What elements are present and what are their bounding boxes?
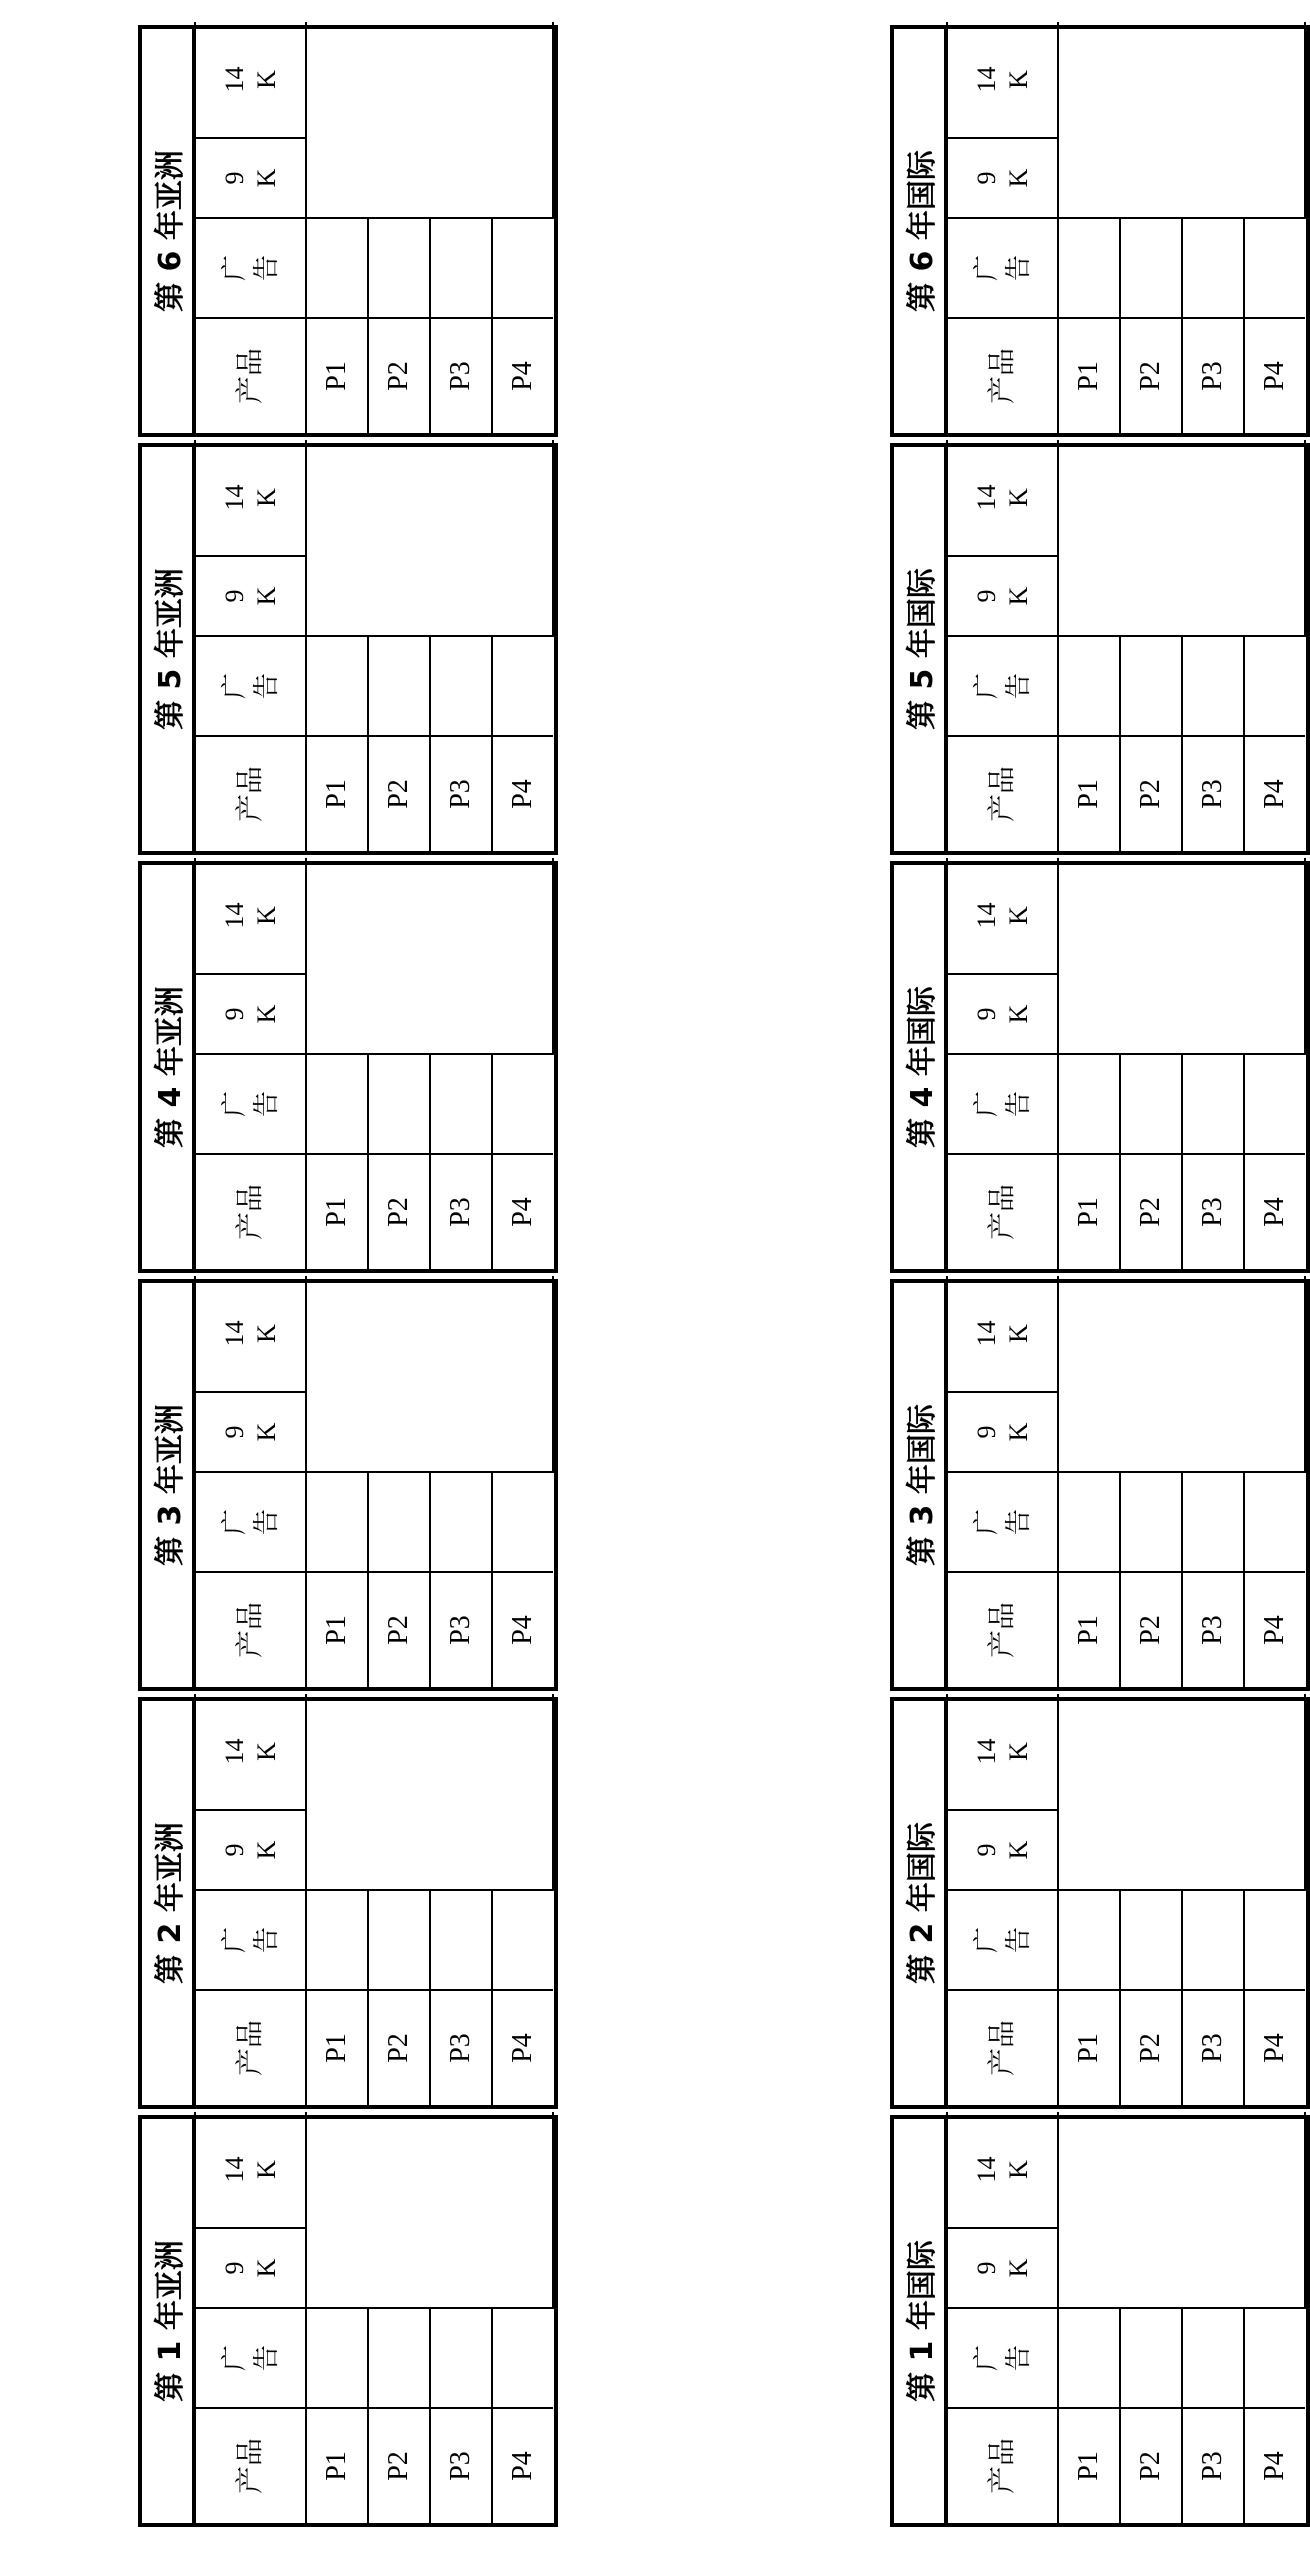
ad-input-cell[interactable] (1244, 2308, 1305, 2408)
order-form (138, 1697, 558, 2109)
ad-input-cell[interactable] (1244, 1890, 1305, 1990)
header-row (947, 1276, 1058, 1687)
order-table (946, 1276, 1306, 1687)
ad-input-cell[interactable] (1120, 1054, 1182, 1154)
table-row (306, 22, 368, 433)
product-cell: P2 (368, 318, 430, 433)
ad-header-char-bottom: 告 (1003, 1091, 1033, 1118)
ad-input-cell[interactable] (1244, 1054, 1305, 1154)
product-cell: P4 (1244, 736, 1305, 851)
ad-header-char-top: 广 (219, 2345, 249, 2372)
form-title: 第 2 年亚洲 (142, 1701, 194, 2105)
qualification-14k-char-bottom: K (251, 2160, 281, 2179)
qualification-cell[interactable] (306, 440, 553, 636)
product-cell: P2 (1120, 2408, 1182, 2523)
qualification-14k-header (195, 440, 306, 556)
ad-header-char-top: 广 (219, 1091, 249, 1118)
ad-header-char-bottom: 告 (1003, 1509, 1033, 1536)
ad-header (195, 1472, 306, 1572)
ad-header (195, 218, 306, 318)
product-cell: P1 (1058, 736, 1120, 851)
qualification-14k-header (947, 1276, 1058, 1392)
ad-header-char-bottom: 告 (1003, 673, 1033, 700)
table-row (306, 2112, 368, 2523)
order-form (890, 1697, 1310, 2109)
ad-header-char-top: 广 (219, 255, 249, 282)
qualification-cell[interactable] (1058, 2112, 1305, 2308)
product-cell: P1 (306, 1154, 368, 1269)
qualification-9k-char-top: 9 (971, 1007, 1001, 1021)
ad-input-cell[interactable] (368, 2308, 430, 2408)
form-title: 第 3 年国际 (894, 1283, 946, 1687)
form-title: 第 1 年亚洲 (142, 2119, 194, 2523)
ad-input-cell[interactable] (430, 1054, 492, 1154)
order-table (194, 22, 554, 433)
order-table (194, 858, 554, 1269)
ad-header (195, 1054, 306, 1154)
header-row (195, 1694, 306, 2105)
order-table (946, 2112, 1306, 2523)
product-header: 产品 (195, 1572, 306, 1687)
qualification-9k-char-bottom: K (1003, 1004, 1033, 1024)
product-cell: P1 (1058, 1154, 1120, 1269)
form-title: 第 5 年国际 (894, 447, 946, 851)
product-cell: P2 (1120, 1990, 1182, 2105)
qualification-9k-header (195, 1810, 306, 1890)
qualification-14k-header (947, 1694, 1058, 1810)
qualification-14k-char-bottom: K (251, 1324, 281, 1343)
ad-input-cell[interactable] (306, 2308, 368, 2408)
ad-header-char-bottom: 告 (1003, 255, 1033, 282)
qualification-14k-char-bottom: K (1003, 2160, 1033, 2179)
table-row (1058, 1276, 1120, 1687)
ad-input-cell[interactable] (492, 636, 553, 736)
order-table (194, 2112, 554, 2523)
ad-input-cell[interactable] (492, 218, 553, 318)
ad-input-cell[interactable] (1182, 1054, 1244, 1154)
ad-header-char-top: 广 (971, 255, 1001, 282)
product-cell: P4 (492, 1572, 553, 1687)
ad-header-char-top: 广 (971, 673, 1001, 700)
qualification-9k-char-bottom: K (251, 168, 281, 188)
product-cell: P3 (1182, 1154, 1244, 1269)
qualification-14k-char-top: 14 (971, 1320, 1001, 1347)
ad-input-cell[interactable] (430, 1890, 492, 1990)
qualification-9k-header (195, 1392, 306, 1472)
ad-input-cell[interactable] (492, 1890, 553, 1990)
qualification-9k-char-top: 9 (219, 2261, 249, 2275)
qualification-14k-char-bottom: K (251, 1742, 281, 1761)
header-row (947, 22, 1058, 433)
product-cell: P3 (430, 2408, 492, 2523)
form-title: 第 1 年国际 (894, 2119, 946, 2523)
ad-header-char-top: 广 (971, 2345, 1001, 2372)
order-form (890, 1279, 1310, 1691)
ad-input-cell[interactable] (1058, 636, 1120, 736)
order-form (138, 25, 558, 437)
qualification-9k-char-bottom: K (1003, 1422, 1033, 1442)
qualification-14k-header (947, 2112, 1058, 2228)
qualification-9k-char-top: 9 (219, 171, 249, 185)
ad-header (947, 2308, 1058, 2408)
ad-input-cell[interactable] (368, 636, 430, 736)
product-header: 产品 (195, 736, 306, 851)
product-cell: P3 (1182, 318, 1244, 433)
product-cell: P4 (492, 736, 553, 851)
ad-header-char-top: 广 (219, 1509, 249, 1536)
product-cell: P1 (1058, 1572, 1120, 1687)
order-form (138, 443, 558, 855)
ad-header-char-bottom: 告 (1003, 2345, 1033, 2372)
ad-input-cell[interactable] (1120, 1472, 1182, 1572)
ad-input-cell[interactable] (430, 2308, 492, 2408)
ad-input-cell[interactable] (1244, 636, 1305, 736)
qualification-14k-header (195, 1694, 306, 1810)
ad-input-cell[interactable] (492, 2308, 553, 2408)
qualification-9k-char-bottom: K (251, 1004, 281, 1024)
ad-header (947, 1054, 1058, 1154)
qualification-9k-header (947, 556, 1058, 636)
product-cell: P2 (368, 1572, 430, 1687)
product-cell: P4 (492, 2408, 553, 2523)
ad-input-cell[interactable] (1120, 636, 1182, 736)
product-cell: P3 (430, 736, 492, 851)
product-cell: P3 (430, 1990, 492, 2105)
product-cell: P3 (1182, 736, 1244, 851)
ad-header-char-top: 广 (219, 1927, 249, 1954)
qualification-9k-header (947, 1392, 1058, 1472)
ad-header-char-top: 广 (971, 1509, 1001, 1536)
product-cell: P2 (1120, 736, 1182, 851)
qualification-9k-char-top: 9 (219, 1425, 249, 1439)
ad-header-char-bottom: 告 (251, 673, 281, 700)
qualification-9k-char-top: 9 (971, 1425, 1001, 1439)
qualification-14k-header (195, 2112, 306, 2228)
qualification-9k-char-bottom: K (251, 586, 281, 606)
header-row (947, 858, 1058, 1269)
qualification-9k-header (195, 974, 306, 1054)
ad-input-cell[interactable] (1182, 1472, 1244, 1572)
product-cell: P3 (1182, 1990, 1244, 2105)
ad-input-cell[interactable] (306, 1890, 368, 1990)
ad-input-cell[interactable] (1244, 1472, 1305, 1572)
product-header: 产品 (195, 1990, 306, 2105)
ad-header (947, 218, 1058, 318)
form-title: 第 5 年亚洲 (142, 447, 194, 851)
qualification-cell[interactable] (1058, 22, 1305, 218)
qualification-14k-char-bottom: K (251, 70, 281, 89)
qualification-9k-char-top: 9 (971, 589, 1001, 603)
product-cell: P2 (368, 1990, 430, 2105)
ad-header (195, 1890, 306, 1990)
product-cell: P2 (368, 736, 430, 851)
ad-input-cell[interactable] (368, 1472, 430, 1572)
ad-header (195, 2308, 306, 2408)
qualification-cell[interactable] (306, 1694, 553, 1890)
product-cell: P2 (1120, 1154, 1182, 1269)
qualification-9k-char-bottom: K (1003, 586, 1033, 606)
ad-header-char-top: 广 (971, 1927, 1001, 1954)
ad-input-cell[interactable] (1120, 2308, 1182, 2408)
ad-header (195, 636, 306, 736)
qualification-14k-char-bottom: K (1003, 906, 1033, 925)
product-header: 产品 (195, 2408, 306, 2523)
qualification-14k-char-top: 14 (219, 66, 249, 93)
order-table (194, 1694, 554, 2105)
header-row (195, 858, 306, 1269)
qualification-cell[interactable] (306, 1276, 553, 1472)
ad-header (947, 1472, 1058, 1572)
qualification-9k-char-bottom: K (1003, 1840, 1033, 1860)
product-cell: P2 (1120, 318, 1182, 433)
ad-header-char-bottom: 告 (251, 2345, 281, 2372)
ad-input-cell[interactable] (1120, 218, 1182, 318)
qualification-14k-char-top: 14 (219, 1738, 249, 1765)
qualification-14k-char-bottom: K (251, 906, 281, 925)
qualification-14k-char-top: 14 (971, 484, 1001, 511)
qualification-14k-char-top: 14 (219, 902, 249, 929)
product-cell: P4 (492, 318, 553, 433)
order-table (946, 858, 1306, 1269)
form-strip-asia (138, 7, 558, 2527)
qualification-cell[interactable] (1058, 858, 1305, 1054)
ad-input-cell[interactable] (306, 1472, 368, 1572)
order-table (194, 1276, 554, 1687)
product-cell: P1 (306, 2408, 368, 2523)
ad-input-cell[interactable] (306, 218, 368, 318)
order-form (890, 443, 1310, 855)
qualification-9k-char-top: 9 (971, 171, 1001, 185)
form-title: 第 4 年亚洲 (142, 865, 194, 1269)
order-form (890, 861, 1310, 1273)
qualification-9k-header (947, 974, 1058, 1054)
qualification-9k-header (195, 556, 306, 636)
qualification-9k-char-top: 9 (219, 1843, 249, 1857)
qualification-14k-header (195, 858, 306, 974)
table-row (306, 1276, 368, 1687)
qualification-14k-char-top: 14 (971, 66, 1001, 93)
qualification-9k-char-top: 9 (219, 1007, 249, 1021)
qualification-14k-header (947, 440, 1058, 556)
order-form (138, 1279, 558, 1691)
ad-input-cell[interactable] (368, 1890, 430, 1990)
ad-input-cell[interactable] (492, 1472, 553, 1572)
qualification-9k-char-bottom: K (251, 1422, 281, 1442)
qualification-14k-char-top: 14 (971, 902, 1001, 929)
product-cell: P4 (492, 1990, 553, 2105)
qualification-9k-header (947, 138, 1058, 218)
qualification-cell[interactable] (1058, 440, 1305, 636)
ad-input-cell[interactable] (430, 218, 492, 318)
table-row (306, 440, 368, 851)
qualification-9k-char-top: 9 (971, 2261, 1001, 2275)
product-cell: P3 (1182, 2408, 1244, 2523)
qualification-14k-char-top: 14 (971, 2156, 1001, 2183)
qualification-14k-char-bottom: K (1003, 70, 1033, 89)
product-cell: P3 (430, 318, 492, 433)
qualification-cell[interactable] (1058, 1276, 1305, 1472)
header-row (195, 440, 306, 851)
product-cell: P1 (306, 1572, 368, 1687)
form-strip-international (890, 7, 1310, 2527)
table-row (1058, 440, 1120, 851)
product-cell: P4 (1244, 1572, 1305, 1687)
product-cell: P4 (1244, 1990, 1305, 2105)
header-row (195, 22, 306, 433)
ad-input-cell[interactable] (306, 1054, 368, 1154)
product-header: 产品 (195, 318, 306, 433)
ad-header-char-bottom: 告 (251, 1927, 281, 1954)
ad-input-cell[interactable] (1182, 218, 1244, 318)
product-header: 产品 (947, 1154, 1058, 1269)
ad-input-cell[interactable] (1182, 2308, 1244, 2408)
ad-header-char-bottom: 告 (1003, 1927, 1033, 1954)
product-cell: P1 (306, 1990, 368, 2105)
qualification-14k-char-bottom: K (1003, 1324, 1033, 1343)
product-cell: P1 (306, 736, 368, 851)
ad-input-cell[interactable] (1058, 1890, 1120, 1990)
ad-input-cell[interactable] (1120, 1890, 1182, 1990)
ad-input-cell[interactable] (430, 636, 492, 736)
product-cell: P4 (1244, 318, 1305, 433)
qualification-9k-header (947, 1810, 1058, 1890)
product-cell: P3 (430, 1154, 492, 1269)
qualification-9k-header (195, 2228, 306, 2308)
ad-input-cell[interactable] (1058, 1472, 1120, 1572)
qualification-14k-char-bottom: K (1003, 1742, 1033, 1761)
qualification-9k-char-bottom: K (251, 2258, 281, 2278)
qualification-9k-char-top: 9 (971, 1843, 1001, 1857)
table-row (1058, 858, 1120, 1269)
product-cell: P3 (1182, 1572, 1244, 1687)
ad-header (947, 636, 1058, 736)
qualification-14k-header (947, 858, 1058, 974)
order-table (946, 1694, 1306, 2105)
header-row (195, 2112, 306, 2523)
table-row (1058, 22, 1120, 433)
qualification-9k-header (195, 138, 306, 218)
qualification-14k-char-top: 14 (219, 1320, 249, 1347)
product-header: 产品 (195, 1154, 306, 1269)
ad-input-cell[interactable] (430, 1472, 492, 1572)
qualification-cell[interactable] (306, 2112, 553, 2308)
ad-input-cell[interactable] (1244, 218, 1305, 318)
product-cell: P2 (1120, 1572, 1182, 1687)
order-table (946, 22, 1306, 433)
qualification-cell[interactable] (1058, 1694, 1305, 1890)
order-form (890, 25, 1310, 437)
ad-input-cell[interactable] (368, 1054, 430, 1154)
order-form (890, 2115, 1310, 2527)
ad-input-cell[interactable] (306, 636, 368, 736)
product-cell: P1 (306, 318, 368, 433)
qualification-9k-char-bottom: K (1003, 2258, 1033, 2278)
qualification-9k-char-bottom: K (251, 1840, 281, 1860)
product-cell: P4 (492, 1154, 553, 1269)
qualification-9k-char-bottom: K (1003, 168, 1033, 188)
ad-input-cell[interactable] (1182, 636, 1244, 736)
qualification-14k-header (947, 22, 1058, 138)
header-row (195, 1276, 306, 1687)
product-cell: P1 (1058, 1990, 1120, 2105)
product-header: 产品 (947, 736, 1058, 851)
product-cell: P3 (430, 1572, 492, 1687)
table-row (306, 858, 368, 1269)
table-row (1058, 2112, 1120, 2523)
order-form (138, 861, 558, 1273)
qualification-14k-char-bottom: K (251, 488, 281, 507)
qualification-14k-header (195, 22, 306, 138)
header-row (947, 1694, 1058, 2105)
product-header: 产品 (947, 1572, 1058, 1687)
qualification-9k-header (947, 2228, 1058, 2308)
ad-header-char-top: 广 (971, 1091, 1001, 1118)
form-title: 第 4 年国际 (894, 865, 946, 1269)
qualification-14k-char-top: 14 (219, 2156, 249, 2183)
ad-input-cell[interactable] (1182, 1890, 1244, 1990)
ad-input-cell[interactable] (1058, 1054, 1120, 1154)
order-table (946, 440, 1306, 851)
ad-header-char-top: 广 (219, 673, 249, 700)
ad-header (947, 1890, 1058, 1990)
product-cell: P4 (1244, 1154, 1305, 1269)
ad-input-cell[interactable] (368, 218, 430, 318)
ad-header-char-bottom: 告 (251, 255, 281, 282)
ad-input-cell[interactable] (1058, 218, 1120, 318)
qualification-cell[interactable] (306, 858, 553, 1054)
product-cell: P1 (1058, 2408, 1120, 2523)
header-row (947, 440, 1058, 851)
qualification-14k-char-top: 14 (219, 484, 249, 511)
product-cell: P1 (1058, 318, 1120, 433)
table-row (1058, 1694, 1120, 2105)
ad-input-cell[interactable] (1058, 2308, 1120, 2408)
qualification-cell[interactable] (306, 22, 553, 218)
ad-header-char-bottom: 告 (251, 1509, 281, 1536)
ad-header-char-bottom: 告 (251, 1091, 281, 1118)
product-cell: P2 (368, 2408, 430, 2523)
qualification-14k-char-top: 14 (971, 1738, 1001, 1765)
header-row (947, 2112, 1058, 2523)
product-header: 产品 (947, 2408, 1058, 2523)
table-row (306, 1694, 368, 2105)
product-header: 产品 (947, 1990, 1058, 2105)
product-cell: P4 (1244, 2408, 1305, 2523)
order-table (194, 440, 554, 851)
form-title: 第 6 年亚洲 (142, 29, 194, 433)
product-cell: P2 (368, 1154, 430, 1269)
order-form (138, 2115, 558, 2527)
qualification-9k-char-top: 9 (219, 589, 249, 603)
form-title: 第 2 年国际 (894, 1701, 946, 2105)
product-header: 产品 (947, 318, 1058, 433)
form-title: 第 3 年亚洲 (142, 1283, 194, 1687)
ad-input-cell[interactable] (492, 1054, 553, 1154)
form-title: 第 6 年国际 (894, 29, 946, 433)
qualification-14k-header (195, 1276, 306, 1392)
qualification-14k-char-bottom: K (1003, 488, 1033, 507)
